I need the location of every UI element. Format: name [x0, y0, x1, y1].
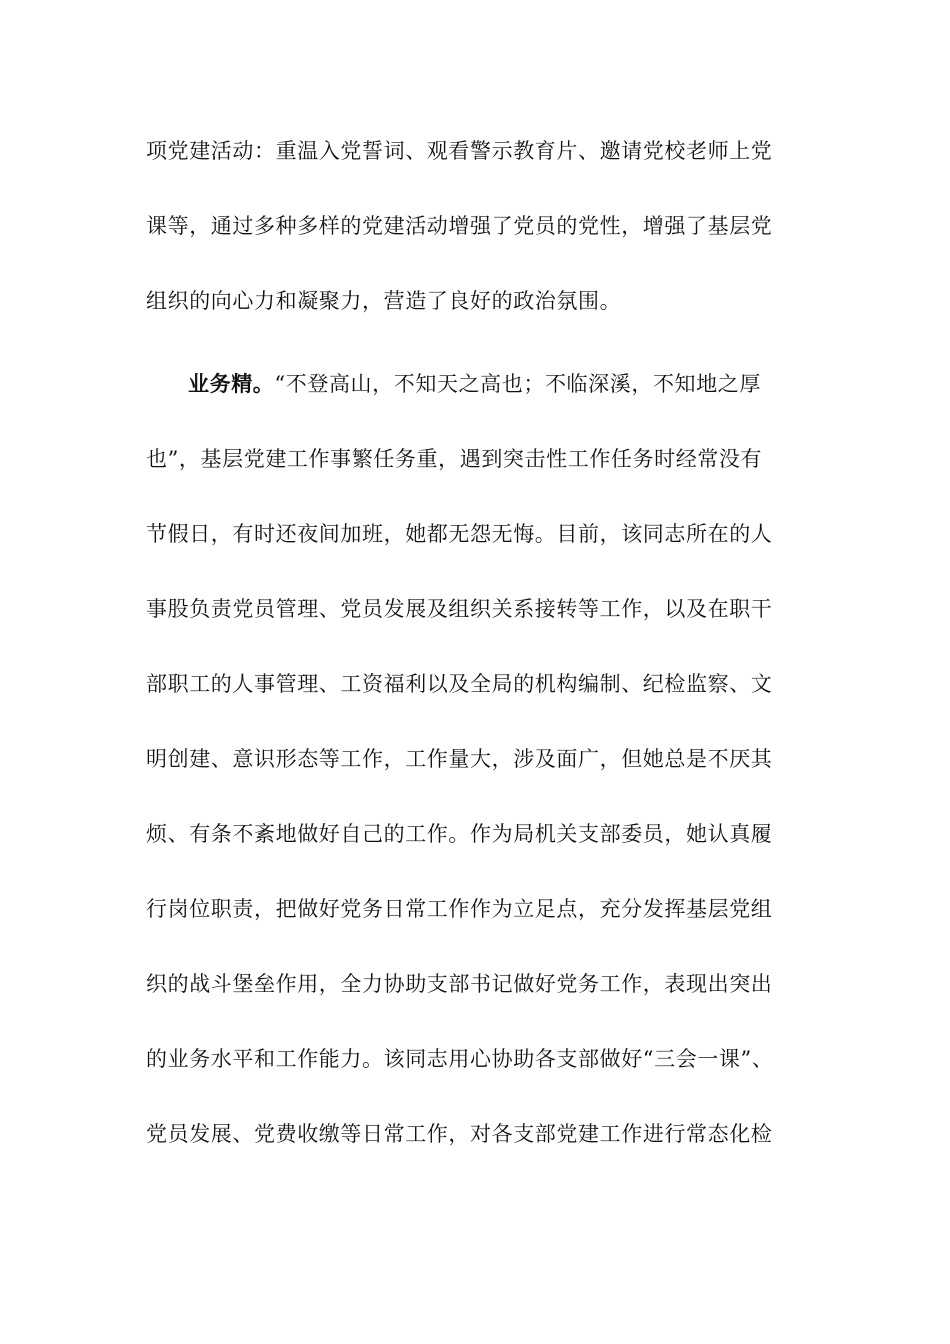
paragraph-2-line-7: 烦、有条不紊地做好自己的工作。作为局机关支部委员，她认真履: [146, 822, 773, 846]
paragraph-2-line-6: 明创建、意识形态等工作，工作量大，涉及面广，但她总是不厌其: [146, 747, 773, 771]
paragraph-2-line-8: 行岗位职责，把做好党务日常工作作为立足点，充分发挥基层党组: [146, 897, 773, 921]
paragraph-1-line-2: 课等，通过多种多样的党建活动增强了党员的党性，增强了基层党: [146, 214, 773, 238]
paragraph-2-line-4: 事股负责党员管理、党员发展及组织关系接转等工作，以及在职干: [146, 597, 773, 621]
paragraph-2-line-5: 部职工的人事管理、工资福利以及全局的机构编制、纪检监察、文: [146, 672, 773, 696]
paragraph-2-line-10: 的业务水平和工作能力。该同志用心协助各支部做好“三会一课”、: [146, 1047, 774, 1071]
paragraph-2-line-11: 党员发展、党费收缴等日常工作，对各支部党建工作进行常态化检: [146, 1122, 773, 1146]
paragraph-2-line-3: 节假日，有时还夜间加班，她都无怨无悔。目前，该同志所在的人: [146, 522, 773, 546]
paragraph-2-line-2: 也”，基层党建工作事繁任务重，遇到突击性工作任务时经常没有: [146, 447, 763, 471]
paragraph-1-line-3: 组织的向心力和凝聚力，营造了良好的政治氛围。: [146, 289, 622, 313]
paragraph-2-line-9: 织的战斗堡垒作用，全力协助支部书记做好党务工作，表现出突出: [146, 972, 773, 996]
paragraph-2-line-1: [188, 369, 868, 399]
paragraph-2-line-1-text: “不登高山，不知天之高也；不临深溪，不知地之厚: [274, 372, 761, 396]
paragraph-1-line-1: 项党建活动：重温入党誓词、观看警示教育片、邀请党校老师上党: [146, 139, 773, 163]
section-heading: 业务精。: [188, 371, 275, 396]
